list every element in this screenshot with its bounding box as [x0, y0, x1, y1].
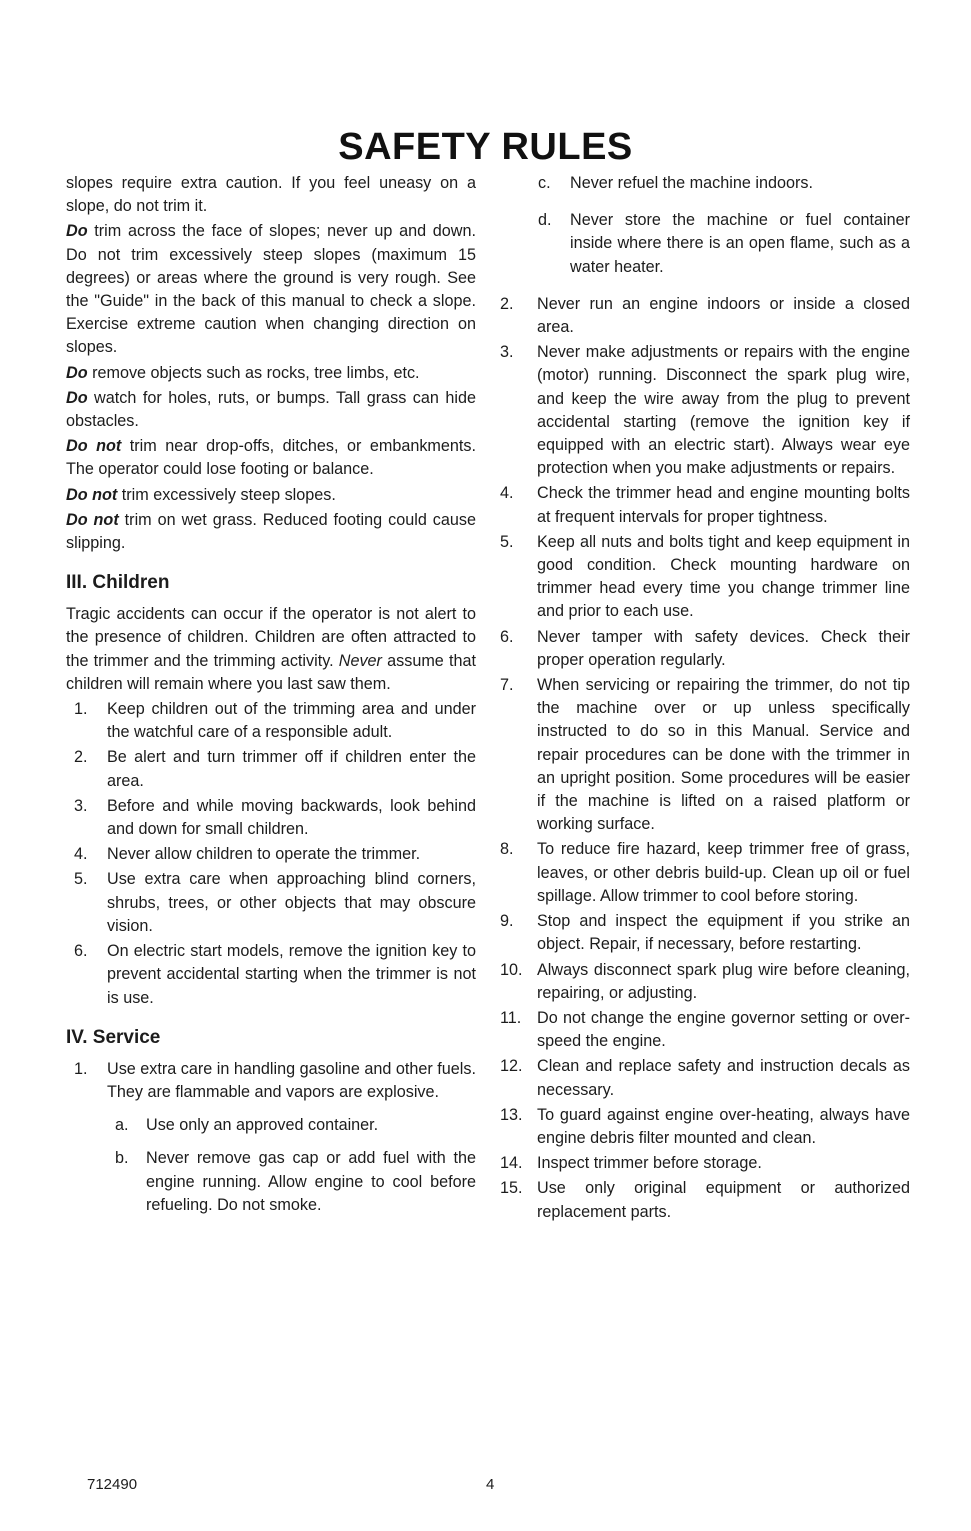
item-text: To reduce fire hazard, keep trimmer free of grass, leaves, or other debris build-up. Clean up oil or fuel spillage. Allow trimmer to cool before storing.: [537, 840, 910, 905]
subitem-letter: c.: [538, 174, 551, 192]
rule-lead: Do: [66, 388, 88, 407]
slope-rule: [66, 220, 476, 359]
rule-text: watch for holes, ruts, or bumps. Tall grass can hide obstacles.: [66, 388, 476, 431]
item-text: Stop and inspect the equipment if you strike an object. Repair, if necessary, before restarting.: [537, 912, 910, 954]
item-number: 2.: [500, 294, 514, 313]
item-text: Use only original equipment or authorized replacement parts.: [537, 1179, 910, 1221]
list-item: [500, 482, 910, 528]
service-list: [66, 1058, 476, 1217]
item-number: 1.: [74, 700, 88, 719]
children-intro-never: Never: [338, 651, 382, 670]
list-item: [500, 1177, 910, 1223]
item-number: 6.: [74, 942, 88, 961]
item-number: 10.: [500, 960, 523, 979]
item-number: 6.: [500, 627, 514, 646]
item-number: 8.: [500, 840, 514, 859]
sublist-item: [107, 1147, 476, 1217]
list-item: [500, 1152, 910, 1175]
slope-rule: [66, 509, 476, 555]
children-intro-b: assume that children will remain where you last saw them.: [66, 651, 476, 693]
subitem-letter: a.: [115, 1116, 129, 1135]
list-item: [66, 843, 476, 866]
item-number: 5.: [500, 532, 514, 551]
rule-text: trim near drop-offs, ditches, or embankments. The operator could lose footing or balance.: [66, 437, 476, 479]
service-sublist-continued: [500, 172, 910, 279]
item-number: 9.: [500, 912, 514, 931]
list-item: [500, 959, 910, 1005]
subitem-letter: b.: [115, 1149, 129, 1168]
children-list: [66, 698, 476, 1010]
item-text: Never make adjustments or repairs with the engine (motor) running. Disconnect the spark plug wire, and keep the wire away from the plug to prevent accidental starting (remove the ignition key if equipped with an electric start). Always wear eye protection when you make adjustments or repairs.: [537, 343, 910, 478]
item-text: Clean and replace safety and instruction decals as necessary.: [537, 1057, 910, 1099]
item-number: 4.: [74, 845, 88, 864]
list-item: [500, 1104, 910, 1150]
item-text: Never allow children to operate the trimmer.: [107, 845, 421, 864]
item-text: Use extra care in handling gasoline and other fuels. They are flammable and vapors are explosive.: [107, 1059, 476, 1101]
item-text: On electric start models, remove the ignition key to prevent accidental starting when the trimmer is not is use.: [107, 942, 476, 1007]
sublist-item: [107, 1114, 476, 1137]
item-number: 7.: [500, 676, 514, 695]
list-item: [500, 1055, 910, 1101]
subitem-text: Never refuel the machine indoors.: [570, 174, 813, 192]
list-item: [500, 1007, 910, 1053]
slope-rule: [66, 435, 476, 481]
item-number: 12.: [500, 1057, 523, 1076]
document-code: 712490: [87, 1476, 138, 1493]
item-text: Keep children out of the trimming area and under the watchful care of a responsible adult.: [107, 700, 476, 742]
item-text: Before and while moving backwards, look behind and down for small children.: [107, 796, 476, 839]
item-text: Always disconnect spark plug wire before cleaning, repairing, or adjusting.: [537, 960, 910, 1002]
children-heading: III. Children: [66, 572, 170, 594]
children-intro: [66, 603, 476, 696]
subitem-text: Use only an approved container.: [146, 1116, 379, 1135]
list-item: [66, 868, 476, 938]
subitem-text: Never store the machine or fuel container inside where there is an open flame, such as a water heater.: [570, 211, 910, 276]
list-item: [66, 746, 476, 792]
left-column: [66, 172, 476, 1219]
sublist-item: [500, 172, 910, 195]
item-number: 2.: [74, 748, 88, 767]
subitem-letter: d.: [538, 211, 552, 230]
list-item: [500, 531, 910, 624]
list-item: [66, 795, 476, 841]
children-intro-a: Tragic accidents can occur if the operator is not alert to the presence of children. Children are often attracted to the trimmer and the trimming activity.: [66, 605, 476, 670]
list-item: [66, 940, 476, 1010]
item-text: Never run an engine indoors or inside a closed area.: [537, 294, 910, 337]
rule-text: trim excessively steep slopes.: [117, 485, 336, 504]
service-sublist: [107, 1114, 476, 1217]
item-number: 15.: [500, 1179, 523, 1198]
list-item: [500, 838, 910, 908]
item-text: Never tamper with safety devices. Check their proper operation regularly.: [537, 627, 910, 669]
slope-rule: [66, 387, 476, 433]
item-text: Use extra care when approaching blind corners, shrubs, trees, or other objects that may obscure vision.: [107, 870, 476, 935]
item-number: 13.: [500, 1105, 523, 1124]
service-list-continued: [500, 293, 910, 1224]
item-number: 11.: [500, 1008, 522, 1027]
rule-lead: Do: [66, 363, 88, 382]
item-number: 5.: [74, 870, 88, 889]
rule-text: trim across the face of slopes; never up and down. Do not trim excessively steep slopes (maximum 15 degrees) or areas where the ground is very rough. See the "Guide" in the back of this manual to check a slope. Exercise extreme caution when changing direction on slopes.: [66, 222, 476, 357]
item-number: 3.: [500, 343, 514, 362]
list-item: [66, 1058, 476, 1217]
list-item: [500, 341, 910, 480]
item-text: To guard against engine over-heating, always have engine debris filter mounted and clean.: [537, 1105, 910, 1147]
sublist-item: [500, 209, 910, 279]
page-title: SAFETY RULES: [338, 126, 633, 168]
subitem-text: Never remove gas cap or add fuel with the engine running. Allow engine to cool before refueling. Do not smoke.: [146, 1149, 476, 1214]
rule-lead: Do not: [66, 510, 119, 529]
rule-lead: Do not: [66, 485, 118, 504]
service-heading: IV. Service: [66, 1026, 161, 1048]
slope-rule: [66, 484, 476, 507]
item-number: 14.: [500, 1154, 523, 1173]
item-text: Do not change the engine governor setting or over-speed the engine.: [537, 1008, 910, 1051]
slopes-intro: slopes require extra caution. If you feel uneasy on a slope, do not trim it.: [66, 174, 476, 216]
item-number: 4.: [500, 484, 514, 503]
rule-text: remove objects such as rocks, tree limbs, etc.: [87, 363, 420, 382]
slope-rule: [66, 362, 476, 385]
item-text: When servicing or repairing the trimmer, do not tip the machine over or up unless specifically instructed to do so in this Manual. Service and repair procedures can be done with the trimmer in an upright position. Some procedures will be easier if the machine is lifted on a raised platform or working surface.: [537, 676, 910, 834]
list-item: [500, 910, 910, 956]
page-number: 4: [486, 1476, 495, 1493]
item-text: Check the trimmer head and engine mounting bolts at frequent intervals for proper tightness.: [537, 484, 910, 526]
item-number: 1.: [74, 1059, 88, 1078]
list-item: [500, 626, 910, 672]
item-text: Keep all nuts and bolts tight and keep equipment in good condition. Check mounting hardware on trimmer head every time you change trimmer line and prior to each use.: [537, 532, 910, 621]
list-item: [66, 698, 476, 744]
right-column: [500, 172, 910, 1226]
list-item: [500, 293, 910, 339]
rule-text: trim on wet grass. Reduced footing could cause slipping.: [66, 510, 476, 553]
item-number: 3.: [74, 796, 88, 815]
rule-lead: Do not: [66, 437, 122, 456]
list-item: [500, 674, 910, 836]
rule-lead: Do: [66, 222, 88, 241]
item-text: Inspect trimmer before storage.: [537, 1154, 762, 1173]
item-text: Be alert and turn trimmer off if children enter the area.: [107, 748, 476, 790]
